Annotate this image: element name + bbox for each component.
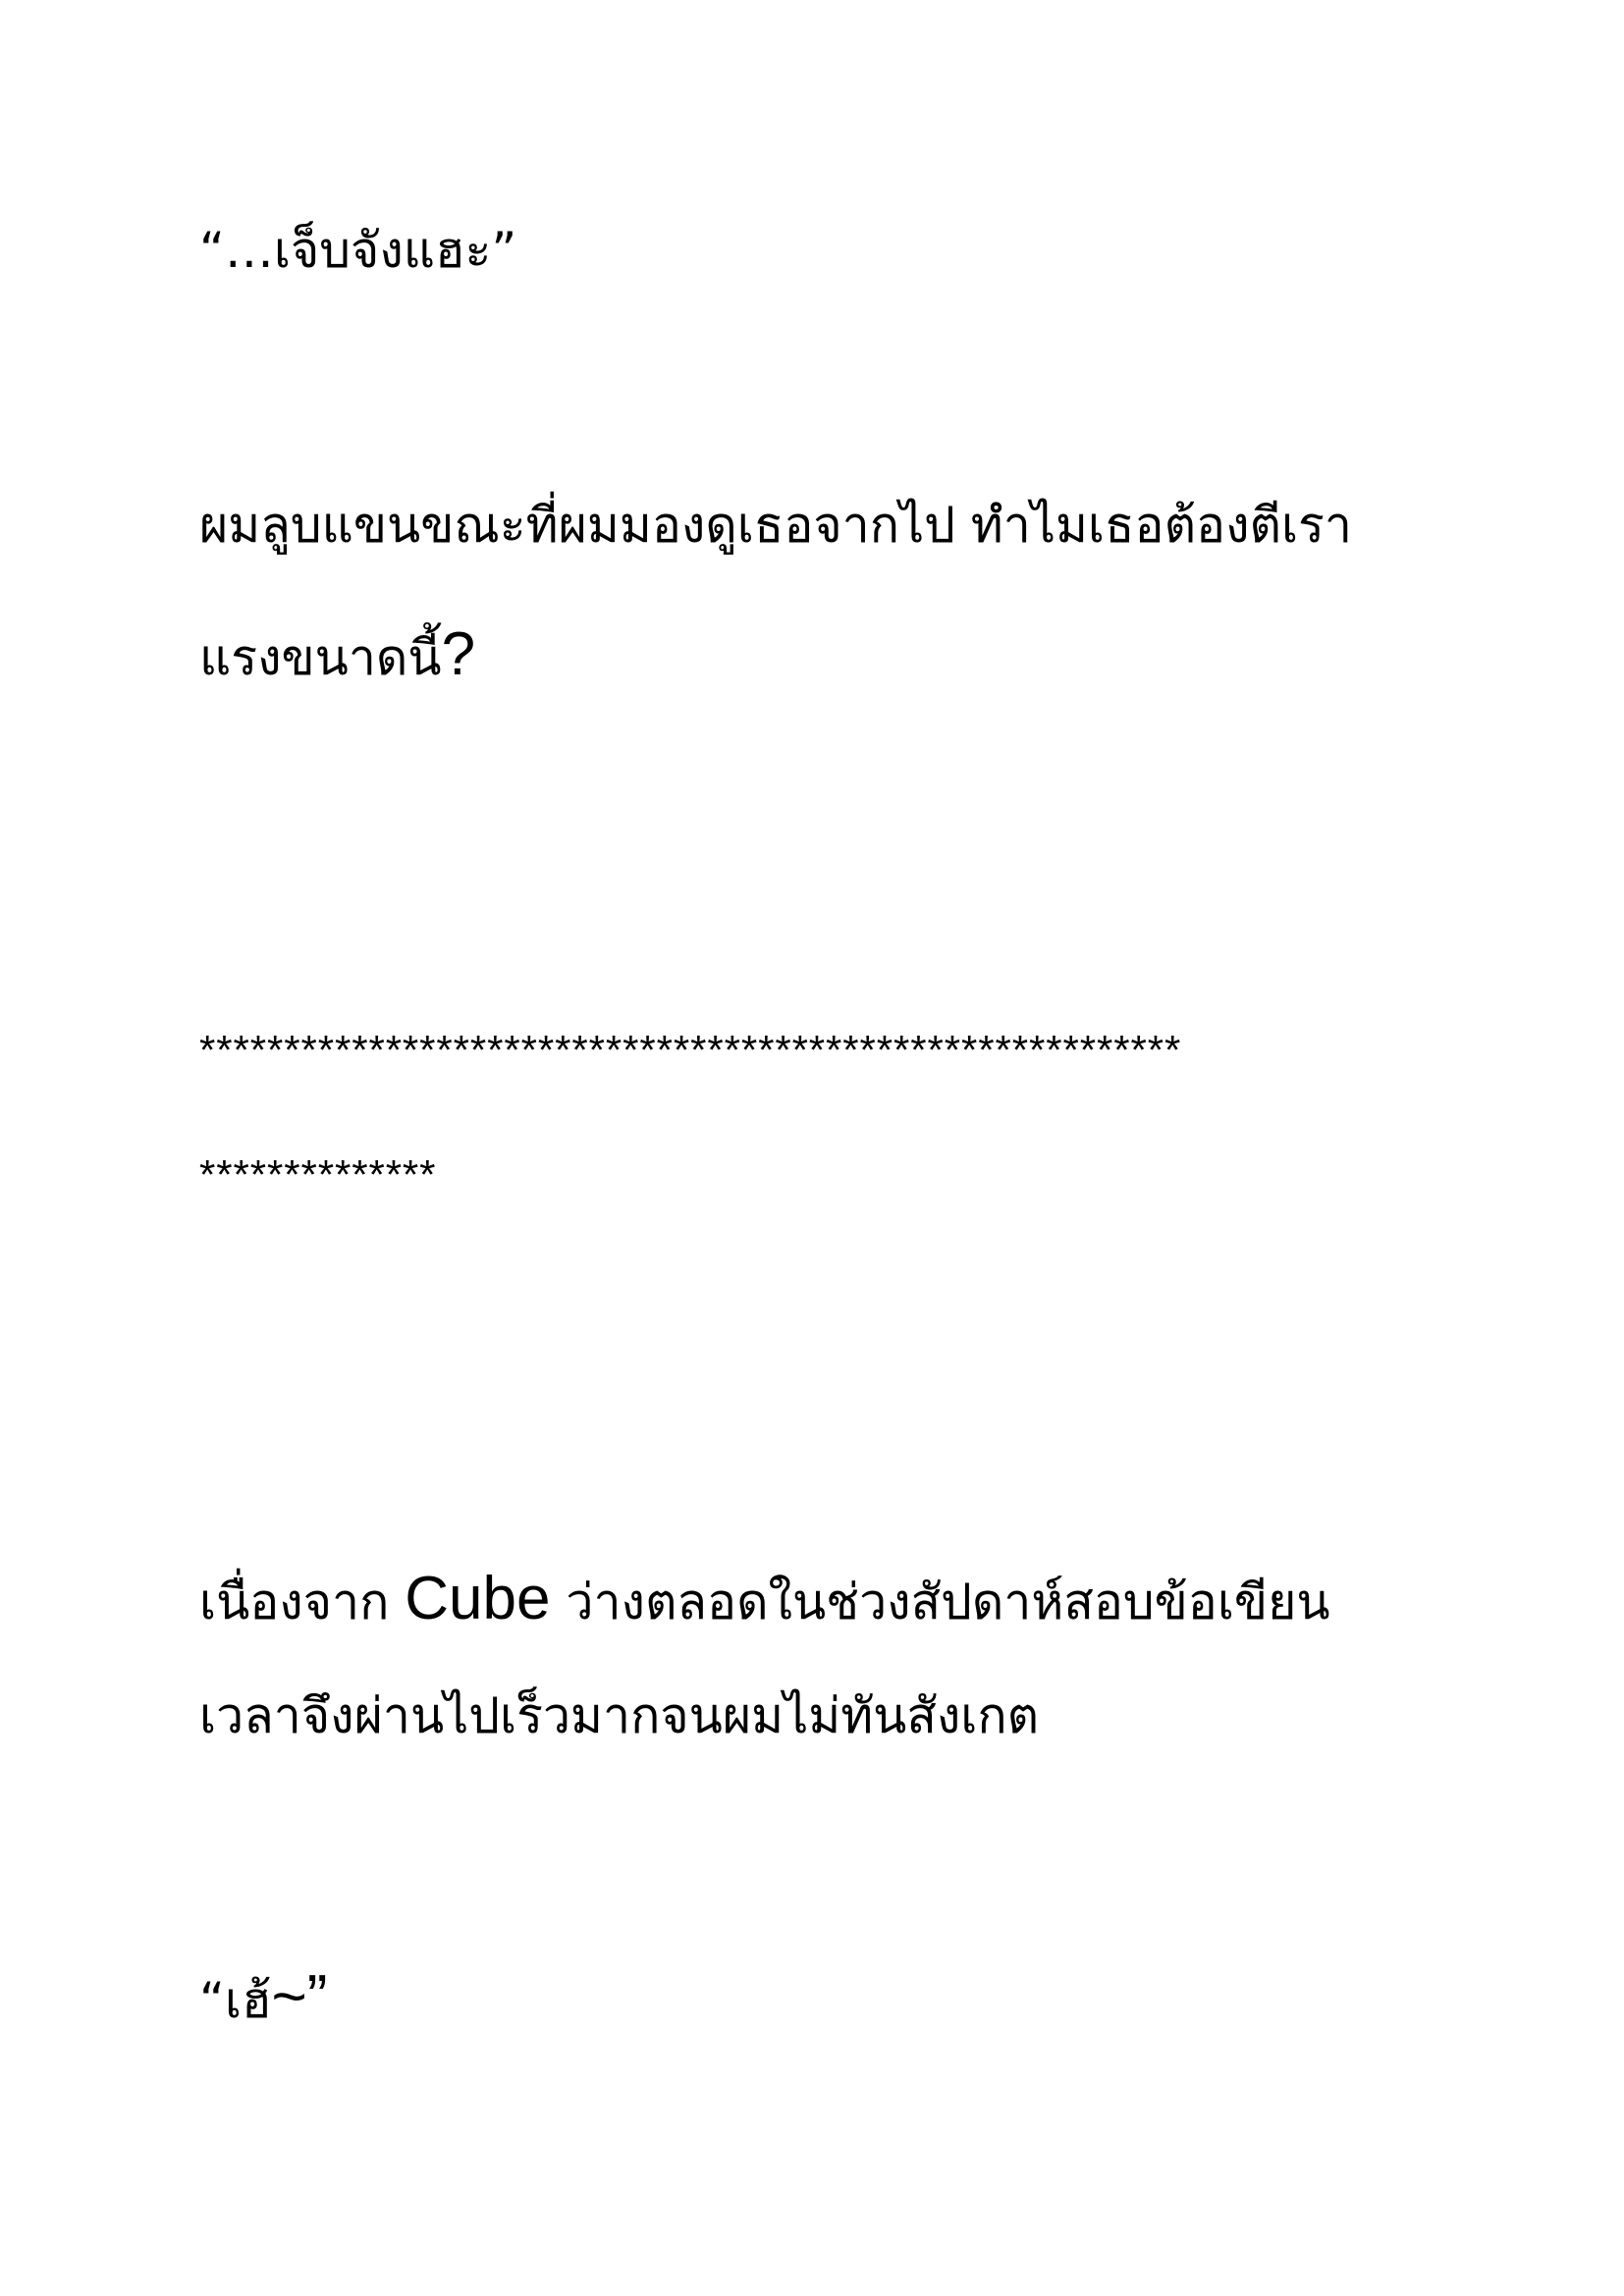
scene-break-line-2	[199, 1150, 436, 1200]
scene-break-text: **************	[199, 1151, 437, 1198]
question-mark: ?	[441, 620, 476, 688]
paragraph-text: แรงขนาดนี้	[199, 629, 442, 686]
paragraph-2-line-1	[199, 496, 1352, 555]
dialogue-text: “เฮ้	[199, 1972, 272, 2029]
paragraph-text: เวลาจึงผ่านไปเร็วมากจนผมไม่ทันสังเกต	[199, 1687, 1040, 1744]
paragraph-4-line-2	[199, 1686, 1039, 1745]
paragraph-text: ผมลูบแขนขณะที่ผมมองดูเธอจากไป ทำไมเธอต้องตีเรา	[199, 497, 1352, 554]
name-cube: Cube	[405, 1565, 551, 1632]
scene-break-text: **********************************************************	[199, 1027, 1182, 1073]
paragraph-2-line-2	[199, 618, 475, 691]
scene-break-line-1	[199, 1026, 1181, 1075]
paragraph-4-line-1	[199, 1563, 1330, 1635]
dialogue-line-2	[199, 1961, 327, 2034]
dialogue-line-1	[199, 221, 516, 280]
dialogue-tilde: ~”	[271, 1963, 328, 2031]
paragraph-text-end: ว่างตลอดในช่วงสัปดาห์สอบข้อเขียน	[550, 1574, 1330, 1630]
dialogue-text: “…เจ็บจังแฮะ”	[199, 222, 517, 279]
paragraph-text-start: เนื่องจาก	[199, 1574, 406, 1630]
